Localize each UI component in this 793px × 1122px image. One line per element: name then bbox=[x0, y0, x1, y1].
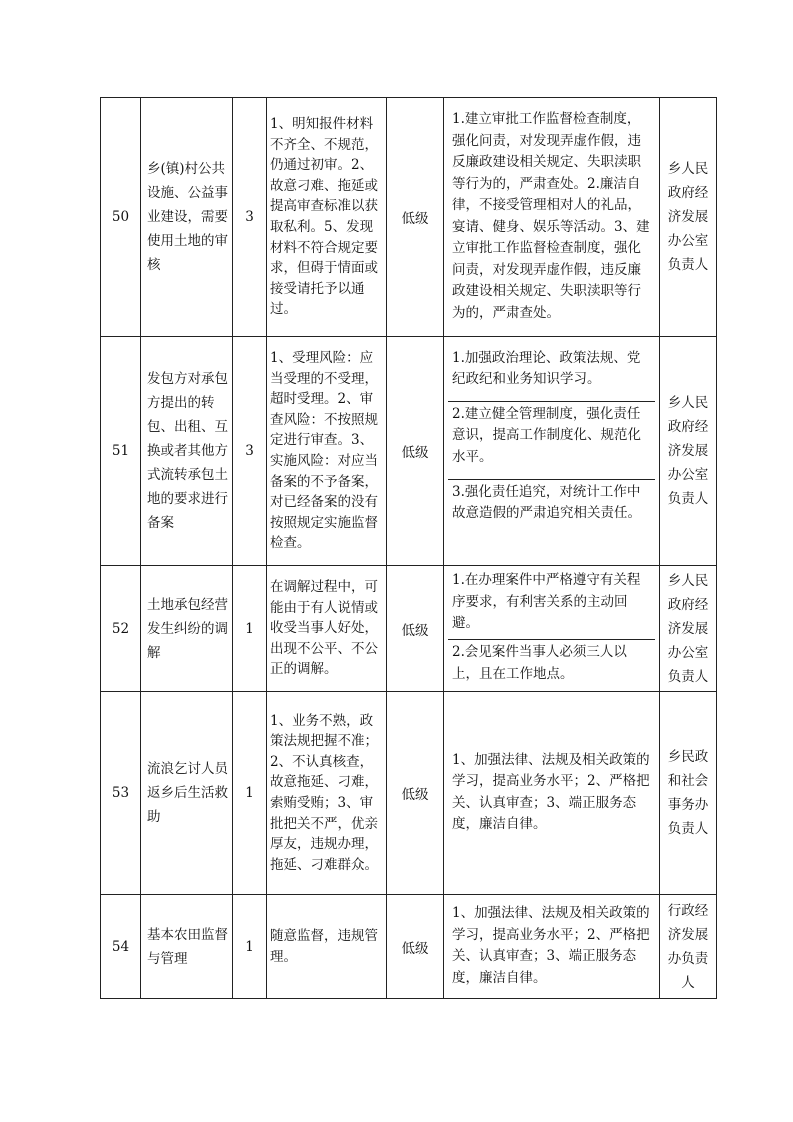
risk-grade: 低级 bbox=[387, 566, 444, 692]
risk-level-number: 1 bbox=[233, 566, 267, 692]
risk-description: 1、业务不熟，政策法规把握不准；2、不认真核查，故意拖延、刁难，索贿受贿；3、审批把关不严，优亲厚友，违规办理，拖延、刁难群众。 bbox=[267, 692, 387, 895]
row-number: 50 bbox=[101, 98, 141, 337]
risk-description: 1、明知报件材料不齐全、不规范，仍通过初审。2、故意刁难、拖延或提高审查标准以获取私利。5、发现材料不符合规定要求，但碍于情面或接受请托予以通过。 bbox=[267, 98, 387, 337]
measure-text: 1.加强政治理论、政策法规、党纪政纪和业务知识学习。 bbox=[448, 346, 655, 402]
item-name: 发包方对承包方提出的转包、出租、互换或者其他方式流转承包土地的要求进行备案 bbox=[141, 337, 233, 566]
measure-text: 1、加强法律、法规及相关政策的学习，提高业务水平；2、严格把关、认真审查；3、端正服务态度，廉洁自律。 bbox=[452, 751, 650, 832]
measure-text: 1、加强法律、法规及相关政策的学习，提高业务水平；2、严格把关、认真审查；3、端正服务态度，廉洁自律。 bbox=[452, 905, 650, 986]
table-row bbox=[101, 895, 717, 999]
item-name: 土地承包经营发生纠纷的调解 bbox=[141, 566, 233, 692]
prevention-measures bbox=[444, 895, 660, 999]
table-row bbox=[101, 98, 717, 337]
risk-grade: 低级 bbox=[387, 895, 444, 999]
risk-level-number: 3 bbox=[233, 337, 267, 566]
row-number: 54 bbox=[101, 895, 141, 999]
risk-grade: 低级 bbox=[387, 337, 444, 566]
risk-description: 随意监督，违规管理。 bbox=[267, 895, 387, 999]
item-name: 基本农田监督与管理 bbox=[141, 895, 233, 999]
prevention-measures bbox=[444, 98, 660, 337]
table-row bbox=[101, 337, 717, 566]
row-number: 52 bbox=[101, 566, 141, 692]
responsible-person: 乡民政和社会事务办负责人 bbox=[660, 692, 717, 895]
responsible-person: 乡人民政府经济发展办公室负责人 bbox=[660, 566, 717, 692]
risk-level-number: 3 bbox=[233, 98, 267, 337]
item-name: 乡(镇)村公共设施、公益事业建设，需要使用土地的审核 bbox=[141, 98, 233, 337]
measure-text: 2.建立健全管理制度，强化责任意识，提高工作制度化、规范化水平。 bbox=[448, 402, 655, 480]
prevention-measures bbox=[444, 337, 660, 566]
risk-control-table bbox=[100, 97, 717, 999]
prevention-measures bbox=[444, 566, 660, 692]
row-number: 51 bbox=[101, 337, 141, 566]
risk-level-number: 1 bbox=[233, 895, 267, 999]
table-row bbox=[101, 566, 717, 692]
row-number: 53 bbox=[101, 692, 141, 895]
risk-description: 1、受理风险：应当受理的不受理，超时受理。2、审查风险：不按照规定进行审查。3、实施风险：对应当备案的不予备案，对已经备案的没有按照规定实施监督检查。 bbox=[267, 337, 387, 566]
measure-text: 3.强化责任追究，对统计工作中故意造假的严肃追究相关责任。 bbox=[452, 483, 641, 521]
responsible-person: 行政经济发展办负责人 bbox=[660, 895, 717, 999]
item-name: 流浪乞讨人员返乡后生活救助 bbox=[141, 692, 233, 895]
prevention-measures bbox=[444, 692, 660, 895]
table-row bbox=[101, 692, 717, 895]
risk-grade: 低级 bbox=[387, 98, 444, 337]
risk-level-number: 1 bbox=[233, 692, 267, 895]
risk-grade: 低级 bbox=[387, 692, 444, 895]
responsible-person: 乡人民政府经济发展办公室负责人 bbox=[660, 98, 717, 337]
measure-text: 2.会见案件当事人必须三人以上，且在工作地点。 bbox=[452, 644, 627, 682]
risk-description: 在调解过程中，可能由于有人说情或收受当事人好处，出现不公平、不公正的调解。 bbox=[267, 566, 387, 692]
measure-text: 1.建立审批工作监督检查制度，强化问责，对发现弄虚作假，违反廉政建设相关规定、失职渎职等行为的，严肃查处。2.廉洁自律，不接受管理相对人的礼品，宴请、健身、娱乐等活动。3、建立审批工作监督检查制度，强化问责，对发现弄虚作假，违反廉政建设相关规定、失职渎职等行为的，严肃查处。 bbox=[452, 111, 650, 321]
measure-text: 1.在办理案件中严格遵守有关程序要求，有利害关系的主动回避。 bbox=[448, 568, 655, 640]
responsible-person: 乡人民政府经济发展办公室负责人 bbox=[660, 337, 717, 566]
